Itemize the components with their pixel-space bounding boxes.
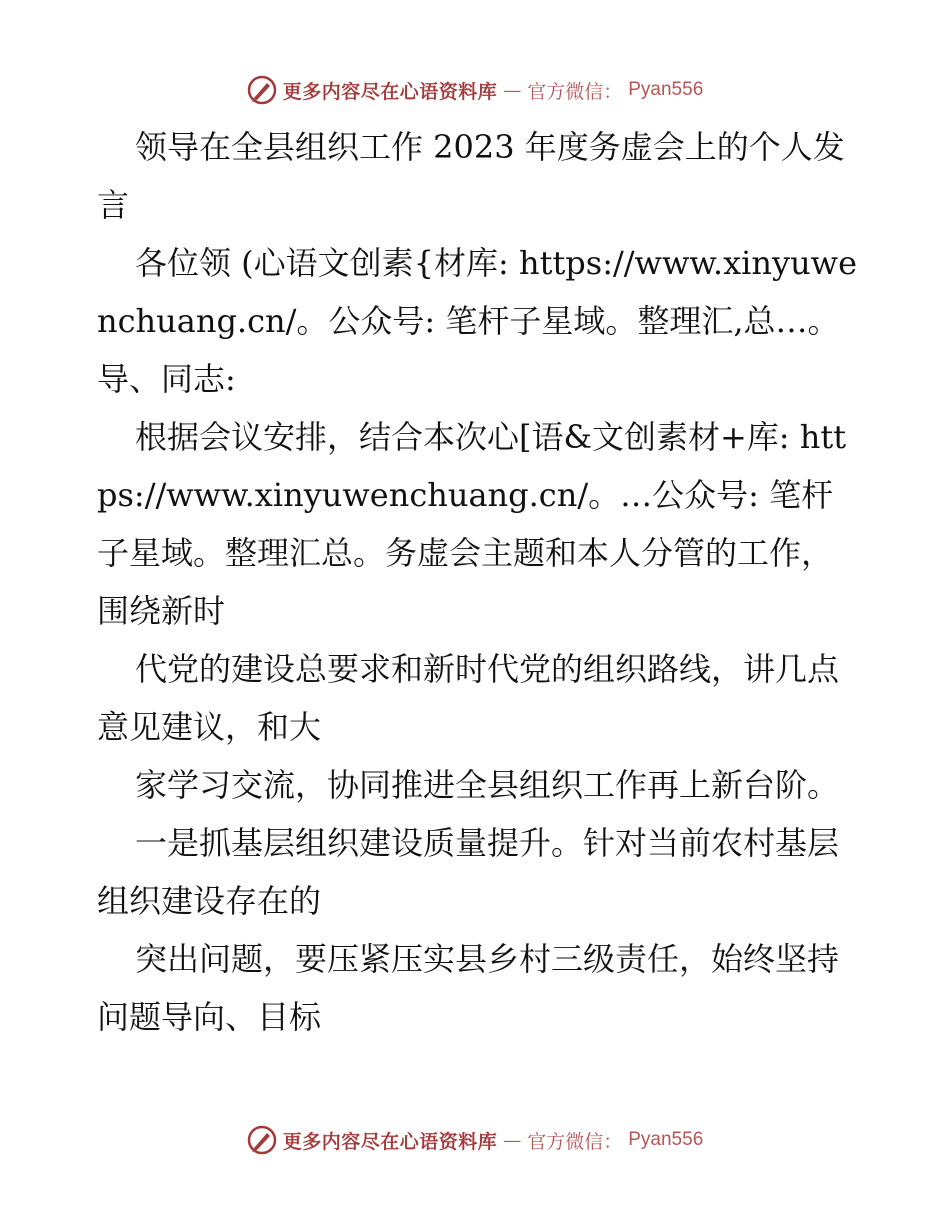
watermark-official-label: 官方微信： [527,1130,623,1153]
watermark-account: Pyan556 [628,79,704,100]
footer-watermark [0,1120,950,1160]
pen-logo-icon [247,75,277,105]
body-paragraph: 一是抓基层组织建设质量提升。针对当前农村基层组织建设存在的 [97,824,840,920]
pen-logo-icon [247,1125,277,1155]
body-paragraph: 突出问题，要压紧压实县乡村三级责任，始终坚持问题导向、目标 [97,940,840,1036]
salutation-paragraph: 各位领 (心语文创素{材库: https://www.xinyuwenchuang.cn/。公众号: 笔杆子星域。整理汇,总…。导、同志: [97,244,858,398]
header-watermark [0,70,950,110]
watermark-separator: — [503,1129,522,1151]
body-paragraph: 代党的建设总要求和新时代党的组织路线，讲几点意见建议，和大 [97,650,840,746]
watermark-separator: — [503,79,522,101]
watermark-main-text: 更多内容尽在心语资料库 [282,80,498,103]
body-paragraph: 根据会议安排，结合本次心[语&文创素材+库: https://www.xinyuwenchuang.cn/。…公众号: 笔杆子星域。整理汇总。务虚会主题和本人分管的工作，围绕新时 [97,418,847,630]
watermark-main-text: 更多内容尽在心语资料库 [282,1130,498,1153]
watermark-official-label: 官方微信： [527,80,623,103]
document-body [97,118,857,1046]
watermark-account: Pyan556 [628,1129,704,1150]
document-title: 领导在全县组织工作 2023 年度务虚会上的个人发言 [97,128,845,224]
body-paragraph: 家学习交流，协同推进全县组织工作再上新台阶。 [135,766,840,804]
